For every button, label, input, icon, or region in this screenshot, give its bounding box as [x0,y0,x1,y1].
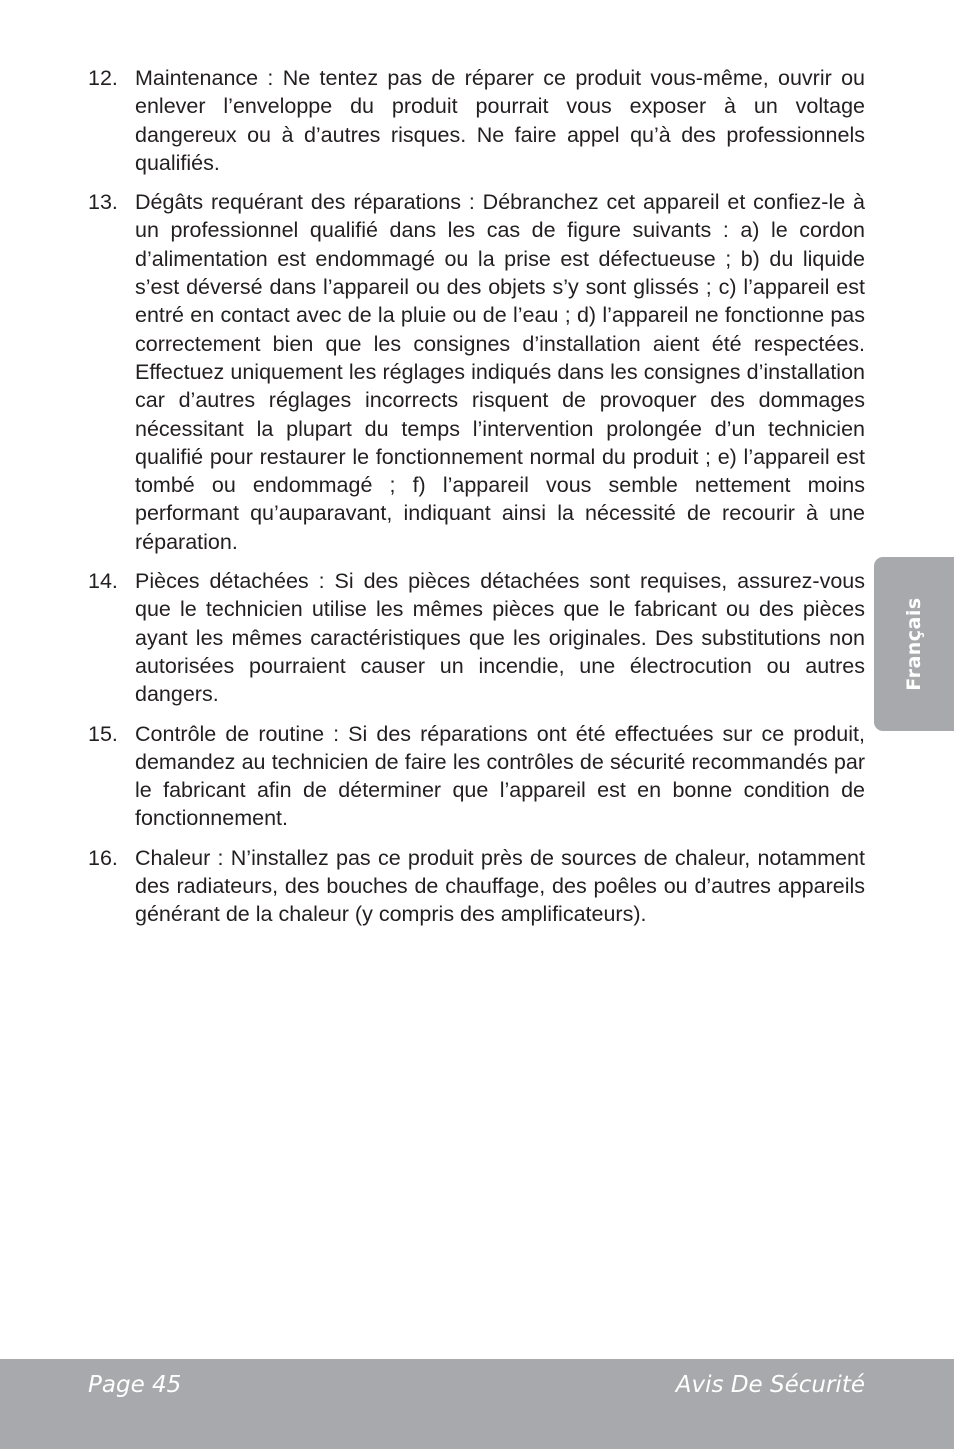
language-tab [874,557,954,731]
item-number: 13. [88,190,118,215]
safety-instructions-list [88,64,865,940]
list-item [88,567,865,708]
language-tab-label: Français [903,597,925,691]
item-text: Contrôle de routine : Si des réparations ont été effectuées sur ce produit, demandez au technicien de faire les contrôles de sécurité recommandés par le fabricant afin de déterminer que l’appareil est en bonne condition de fonctionnement. [135,721,865,831]
page-number: Page 45 [88,1372,182,1398]
item-text: Chaleur : N’installez pas ce produit près de sources de chaleur, notamment des radiateurs, des bouches de chauffage, des poêles ou d’autres appareils générant de la chaleur (y compris des amplificateurs). [135,845,865,927]
item-number: 15. [88,721,118,746]
page-footer [0,1359,954,1449]
section-title: Avis De Sécurité [675,1372,865,1398]
list-item [88,188,865,556]
item-number: 16. [88,845,118,870]
item-number: 14. [88,569,118,594]
item-text: Pièces détachées : Si des pièces détachées sont requises, assurez-vous que le technicien utilise les mêmes pièces que le fabricant ou des pièces ayant les mêmes caractéristiques que les originales. Des substitutions non autorisées pourraient causer un incendie, une électrocution ou autres dangers. [135,569,865,707]
list-item [88,64,865,177]
item-number: 12. [88,66,118,90]
list-item [88,720,865,833]
item-text: Dégâts requérant des réparations : Débranchez cet appareil et confiez-le à un professionnel qualifié dans les cas de figure suivants : a) le cordon d’alimentation est endommagé ou la prise est défectueuse ; b) du liquide s’est déversé dans l’appareil ou des objets s’y sont glissés ; c) l’appareil est entré en contact avec de la pluie ou de l’eau ; d) l’appareil ne fonctionne pas correctement bien que les consignes d’installation aient été respectées. Effectuez uniquement les réglages indiqués dans les consignes d’installation car d’autres réglages incorrects risquent de provoquer des dommages nécessitant la plupart du temps l’intervention prolongée d’un technicien qualifié pour restaurer le fonctionnement normal du produit ; e) l’appareil est tombé ou endommagé ; f) l’appareil vous semble nettement moins performant qu’auparavant, indiquant ainsi la nécessité de recourir à une réparation. [135,190,865,554]
list-item [88,844,865,929]
item-text: Maintenance : Ne tentez pas de réparer ce produit vous-même, ouvrir ou enlever l’enveloppe du produit pourrait vous exposer à un voltage dangereux ou à d’autres risques. Ne faire appel qu’à des professionnels qualifiés. [135,66,865,175]
